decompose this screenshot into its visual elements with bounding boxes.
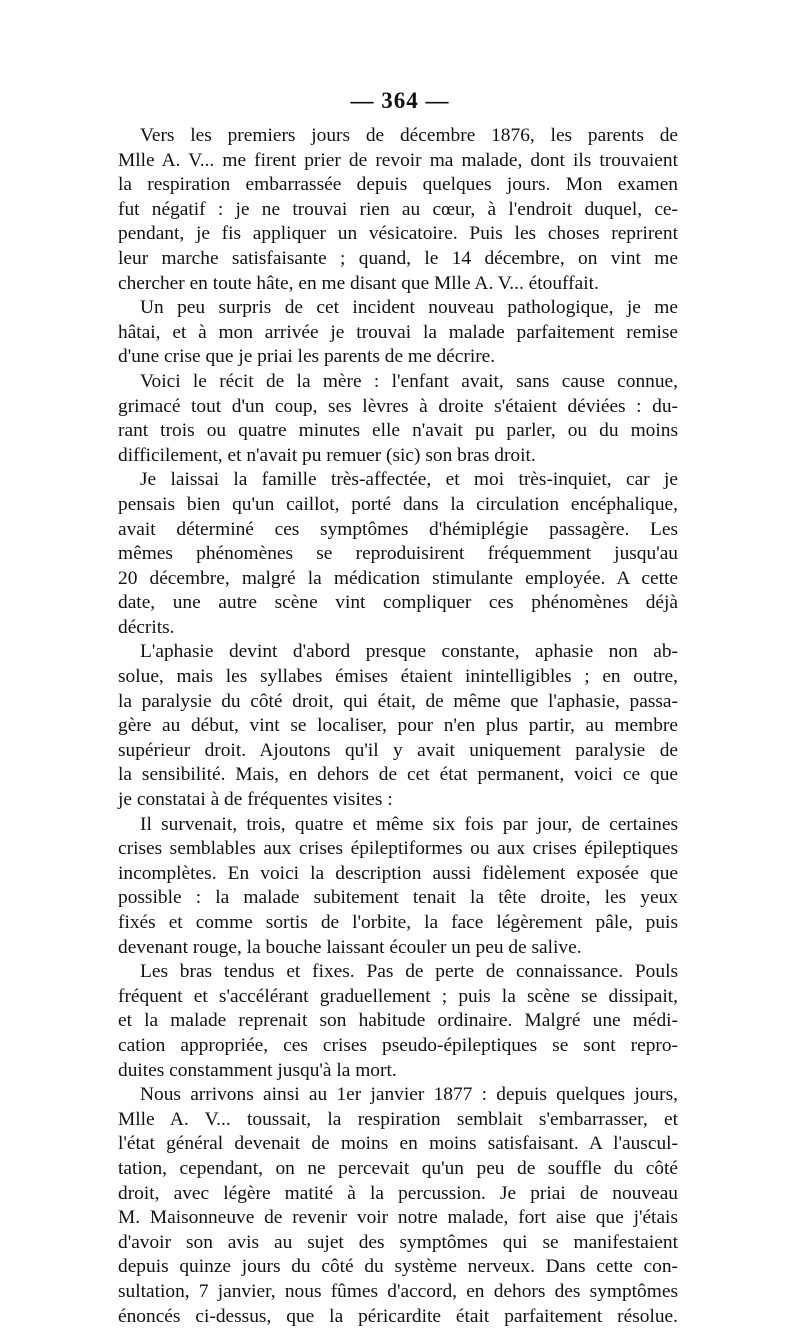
text-line: incomplètes. En voici la description aussi fidèlement exposée que [118, 862, 678, 887]
text-line: fixés et comme sortis de l'orbite, la face légèrement pâle, puis [118, 911, 678, 936]
text-line: d'une crise que je priai les parents de me décrire. [118, 345, 678, 370]
text-line: difficilement, et n'avait pu remuer (sic) son bras droit. [118, 444, 678, 469]
text-line: Nous arrivons ainsi au 1er janvier 1877 : depuis quelques jours, [118, 1083, 678, 1108]
text-line: fut négatif : je ne trouvai rien au cœur, à l'endroit duquel, ce- [118, 198, 678, 223]
text-line: grimacé tout d'un coup, ses lèvres à droite s'étaient déviées : du- [118, 395, 678, 420]
text-line: mêmes phénomènes se reproduisirent fréquemment jusqu'au [118, 542, 678, 567]
text-line: chercher en toute hâte, en me disant que Mlle A. V... étouffait. [118, 272, 678, 297]
text-line: cation appropriée, ces crises pseudo-épileptiques se sont repro- [118, 1034, 678, 1059]
text-line: depuis quinze jours du côté du système nerveux. Dans cette con- [118, 1255, 678, 1280]
text-line: la paralysie du côté droit, qui était, de même que l'aphasie, passa- [118, 690, 678, 715]
text-line: date, une autre scène vint compliquer ces phénomènes déjà [118, 591, 678, 616]
text-line: Un peu surpris de cet incident nouveau pathologique, je me [118, 296, 678, 321]
text-line: pensais bien qu'un caillot, porté dans la circulation encéphalique, [118, 493, 678, 518]
text-line: la sensibilité. Mais, en dehors de cet état permanent, voici ce que [118, 763, 678, 788]
text-line: énoncés ci-dessus, que la péricardite était parfaitement résolue. [118, 1305, 678, 1329]
text-line: 20 décembre, malgré la médication stimulante employée. A cette [118, 567, 678, 592]
text-line: l'état général devenait de moins en moins satisfaisant. A l'auscul- [118, 1132, 678, 1157]
text-line: gère au début, vint se localiser, pour n'en plus partir, au membre [118, 714, 678, 739]
text-line: Mlle A. V... me firent prier de revoir ma malade, dont ils trouvaient [118, 149, 678, 174]
text-line: devenant rouge, la bouche laissant écouler un peu de salive. [118, 936, 678, 961]
text-line: Je laissai la famille très-affectée, et moi très-inquiet, car je [118, 468, 678, 493]
text-line: leur marche satisfaisante ; quand, le 14 décembre, on vint me [118, 247, 678, 272]
text-line: Mlle A. V... toussait, la respiration semblait s'embarrasser, et [118, 1108, 678, 1133]
text-line: solue, mais les syllabes émises étaient inintelligibles ; en outre, [118, 665, 678, 690]
text-line: L'aphasie devint d'abord presque constante, aphasie non ab- [118, 640, 678, 665]
text-line: décrits. [118, 616, 678, 641]
text-line: Il survenait, trois, quatre et même six fois par jour, de certaines [118, 813, 678, 838]
body-text [118, 124, 678, 1329]
text-line: Les bras tendus et fixes. Pas de perte de connaissance. Pouls [118, 960, 678, 985]
text-line: Vers les premiers jours de décembre 1876, les parents de [118, 124, 678, 149]
text-line: possible : la malade subitement tenait la tête droite, les yeux [118, 886, 678, 911]
text-line: je constatai à de fréquentes visites : [118, 788, 678, 813]
text-line: crises semblables aux crises épileptiformes ou aux crises épileptiques [118, 837, 678, 862]
text-line: et la malade reprenait son habitude ordinaire. Malgré une médi- [118, 1009, 678, 1034]
text-line: la respiration embarrassée depuis quelques jours. Mon examen [118, 173, 678, 198]
text-line: d'avoir son avis au sujet des symptômes qui se manifestaient [118, 1231, 678, 1256]
page-number: — 364 — [0, 88, 800, 114]
text-line: droit, avec légère matité à la percussion. Je priai de nouveau [118, 1182, 678, 1207]
text-line: Voici le récit de la mère : l'enfant avait, sans cause connue, [118, 370, 678, 395]
text-line: avait déterminé ces symptômes d'hémiplégie passagère. Les [118, 518, 678, 543]
text-line: fréquent et s'accélérant graduellement ; puis la scène se dissipait, [118, 985, 678, 1010]
text-line: duites constamment jusqu'à la mort. [118, 1059, 678, 1084]
text-line: tation, cependant, on ne percevait qu'un peu de souffle du côté [118, 1157, 678, 1182]
text-line: rant trois ou quatre minutes elle n'avait pu parler, ou du moins [118, 419, 678, 444]
text-line: sultation, 7 janvier, nous fûmes d'accord, en dehors des symptômes [118, 1280, 678, 1305]
text-line: supérieur droit. Ajoutons qu'il y avait uniquement paralysie de [118, 739, 678, 764]
text-line: pendant, je fis appliquer un vésicatoire. Puis les choses reprirent [118, 222, 678, 247]
text-line: M. Maisonneuve de revenir voir notre malade, fort aise que j'étais [118, 1206, 678, 1231]
text-line: hâtai, et à mon arrivée je trouvai la malade parfaitement remise [118, 321, 678, 346]
